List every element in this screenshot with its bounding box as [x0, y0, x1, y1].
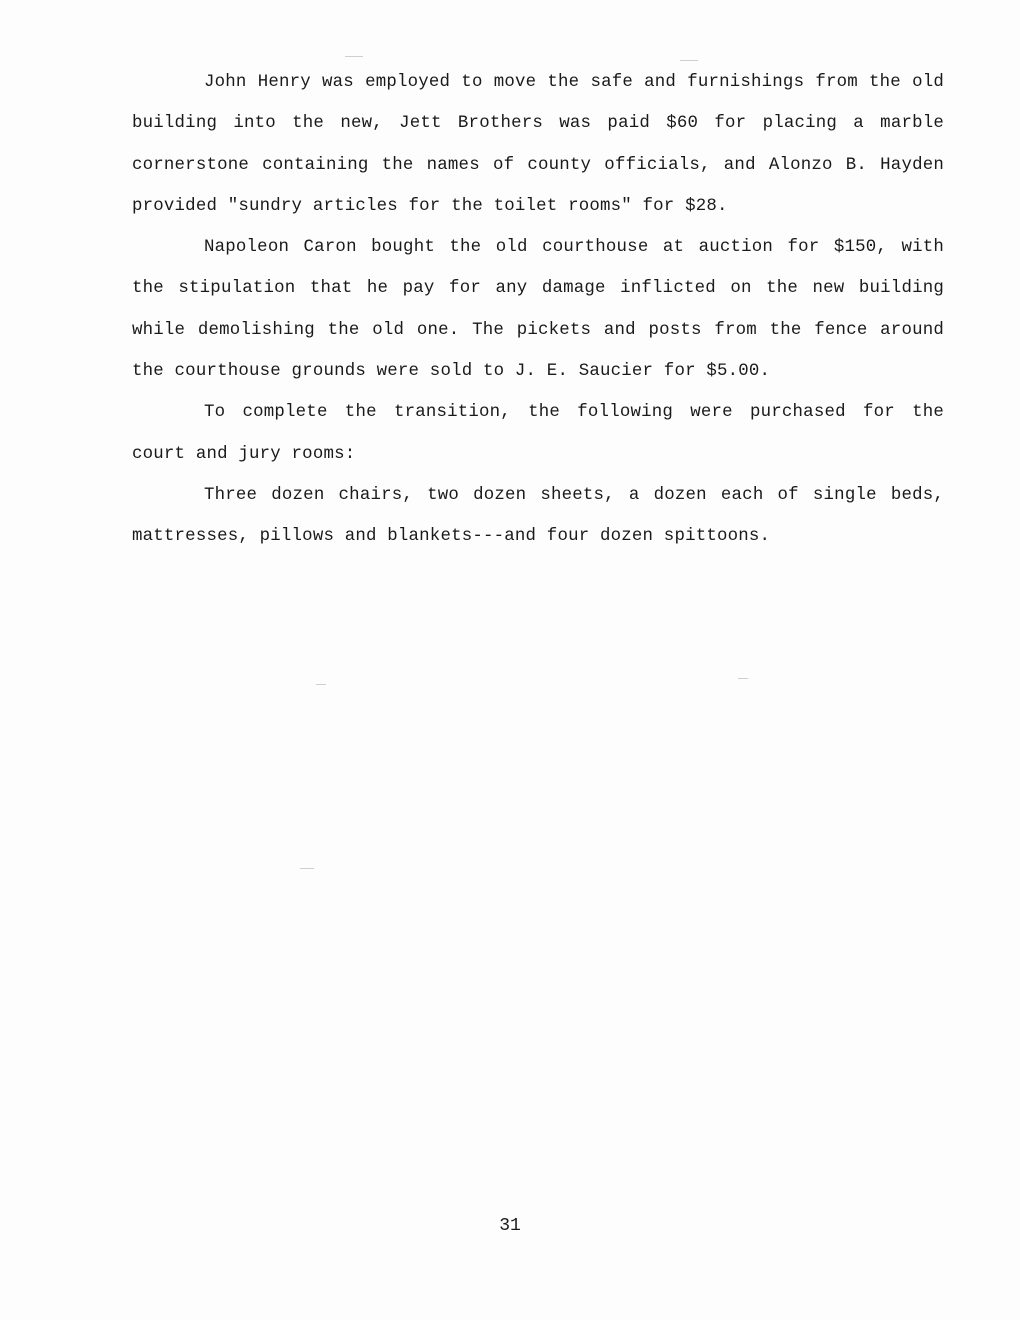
scan-mark — [680, 60, 698, 61]
page-number: 31 — [499, 1216, 521, 1236]
body-text — [132, 62, 944, 558]
paragraph-transition: To complete the transition, the following were purchased for the court and jury rooms: — [132, 403, 944, 464]
scan-mark — [738, 678, 748, 679]
scan-mark — [316, 684, 326, 685]
scan-mark — [345, 56, 363, 57]
paragraph-furnishings: John Henry was employed to move the safe and furnishings from the old building into the new, Jett Brothers was paid $60 for placing a marble cornerstone containing the names of county officials, and Alonzo B. Hayden provided "sundry articles for the toilet rooms" for $28. — [132, 73, 944, 216]
scan-mark — [300, 868, 314, 869]
paragraph-auction: Napoleon Caron bought the old courthouse at auction for $150, with the stipulation that he pay for any damage inflicted on the new building while demolishing the old one. The pickets and posts from the fence around the courthouse grounds were sold to J. E. Saucier for $5.00. — [132, 238, 944, 382]
paragraph-purchases: Three dozen chairs, two dozen sheets, a dozen each of single beds, mattresses, pillows and blankets---and four dozen spittoons. — [132, 485, 944, 547]
